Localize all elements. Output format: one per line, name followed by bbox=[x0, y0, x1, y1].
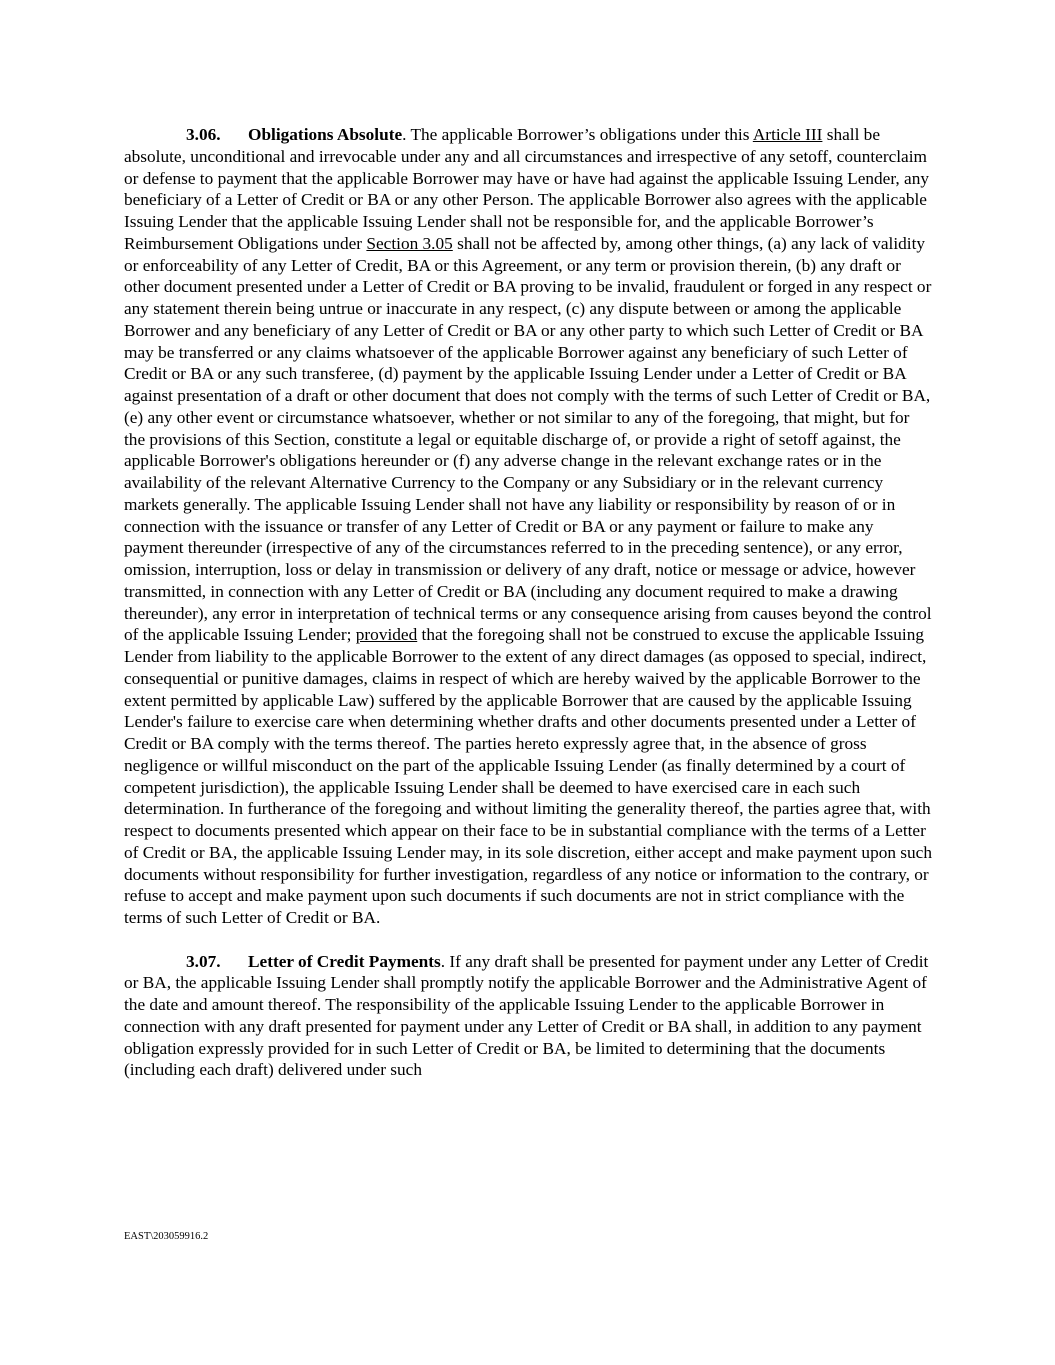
section-3-06 bbox=[124, 124, 932, 929]
section-text: shall be absolute, unconditional and irrevocable under any and all circumstances and irrespective of any setoff, counterclaim or defense to payment that the applicable Borrower may have or have had against the applicable Issuing Lender, any beneficiary of a Letter of Credit or BA or any other Person. The applicable Borrower also agrees with the applicable Issuing Lender that the applicable Issuing Lender shall not be responsible for, and the applicable Borrower’s Reimbursement Obligations under bbox=[124, 125, 929, 253]
document-id-footer: EAST\203059916.2 bbox=[124, 1231, 209, 1242]
section-text: . The applicable Borrower’s obligations under this bbox=[402, 125, 753, 144]
document-body bbox=[124, 124, 932, 1081]
section-heading: Letter of Credit Payments bbox=[248, 951, 441, 971]
section-number: 3.06. bbox=[186, 125, 221, 144]
section-number: 3.07. bbox=[186, 951, 221, 971]
section-reference: Section 3.05 bbox=[366, 233, 453, 253]
section-text: that the foregoing shall not be construed to excuse the applicable Issuing Lender from liability to the applicable Borrower to the extent of any direct damages (as opposed to special, indirect, consequential or punitive damages, claims in respect of which are hereby waived by the applicable Borrower to the extent permitted by applicable Law) suffered by the applicable Borrower that are caused by the applicable Issuing Lender's failure to exercise care when determining whether drafts and other documents presented under a Letter of Credit or BA comply with the terms thereof. The parties hereto expressly agree that, in the absence of gross negligence or willful misconduct on the part of the applicable Issuing Lender (as finally determined by a court of competent jurisdiction), the applicable Issuing Lender shall be deemed to have exercised care in each such determination. In furtherance of the foregoing and without limiting the generality thereof, the parties agree that, with respect to documents presented which appear on their face to be in substantial compliance with the terms of a Letter of Credit or BA, the applicable Issuing Lender may, in its sole discretion, either accept and make payment upon such documents without responsibility for further investigation, regardless of any notice or information to the contrary, or refuse to accept and make payment upon such documents if such documents are not in strict compliance with the terms of such Letter of Credit or BA. bbox=[124, 625, 932, 927]
section-text: shall not be affected by, among other things, (a) any lack of validity or enforceability of any Letter of Credit, BA or this Agreement, or any term or provision therein, (b) any draft or other document presented under a Letter of Credit or BA proving to be invalid, fraudulent or forged in any respect or any statement therein being untrue or inaccurate in any respect, (c) any dispute between or among the applicable Borrower and any beneficiary of any Letter of Credit or BA or any other party to which such Letter of Credit or BA may be transferred or any claims whatsoever of the applicable Borrower against any beneficiary of such Letter of Credit or BA or any such transferee, (d) payment by the applicable Issuing Lender under a Letter of Credit or BA against presentation of a draft or other document that does not comply with the terms of such Letter of Credit or BA, (e) any other event or circumstance whatsoever, whether or not similar to any of the foregoing, that might, but for the provisions of this Section, constitute a legal or equitable discharge of, or provide a right of setoff against, the applicable Borrower's obligations hereunder or (f) any adverse change in the relevant exchange rates or in the availability of the relevant Alternative Currency to the Company or any Subsidiary or in the relevant currency markets generally. The applicable Issuing Lender shall not have any liability or responsibility by reason of or in connection with the issuance or transfer of any Letter of Credit or BA or any payment or failure to make any payment thereunder (irrespective of any of the circumstances referred to in the preceding sentence), or any error, omission, interruption, loss or delay in transmission or delivery of any draft, notice or message or advice, however transmitted, in connection with any Letter of Credit or BA (including any document required to make a drawing thereunder), any error in interpretation of technical terms or any consequence arising from causes beyond the control of the applicable Issuing Lender; bbox=[124, 233, 932, 645]
section-text: . If any draft shall be presented for payment under any Letter of Credit or BA, the applicable Issuing Lender shall promptly notify the applicable Borrower and the Administrative Agent of the date and amount thereof. The responsibility of the applicable Issuing Lender to the applicable Borrower in connection with any draft presented for payment under any Letter of Credit or BA shall, in addition to any payment obligation expressly provided for in such Letter of Credit or BA, be limited to determining that the documents (including each draft) delivered under such bbox=[124, 951, 929, 1080]
section-3-07 bbox=[124, 951, 932, 1082]
proviso-term: provided bbox=[355, 625, 418, 645]
section-heading: Obligations Absolute bbox=[248, 125, 403, 144]
article-reference: Article III bbox=[752, 125, 823, 144]
